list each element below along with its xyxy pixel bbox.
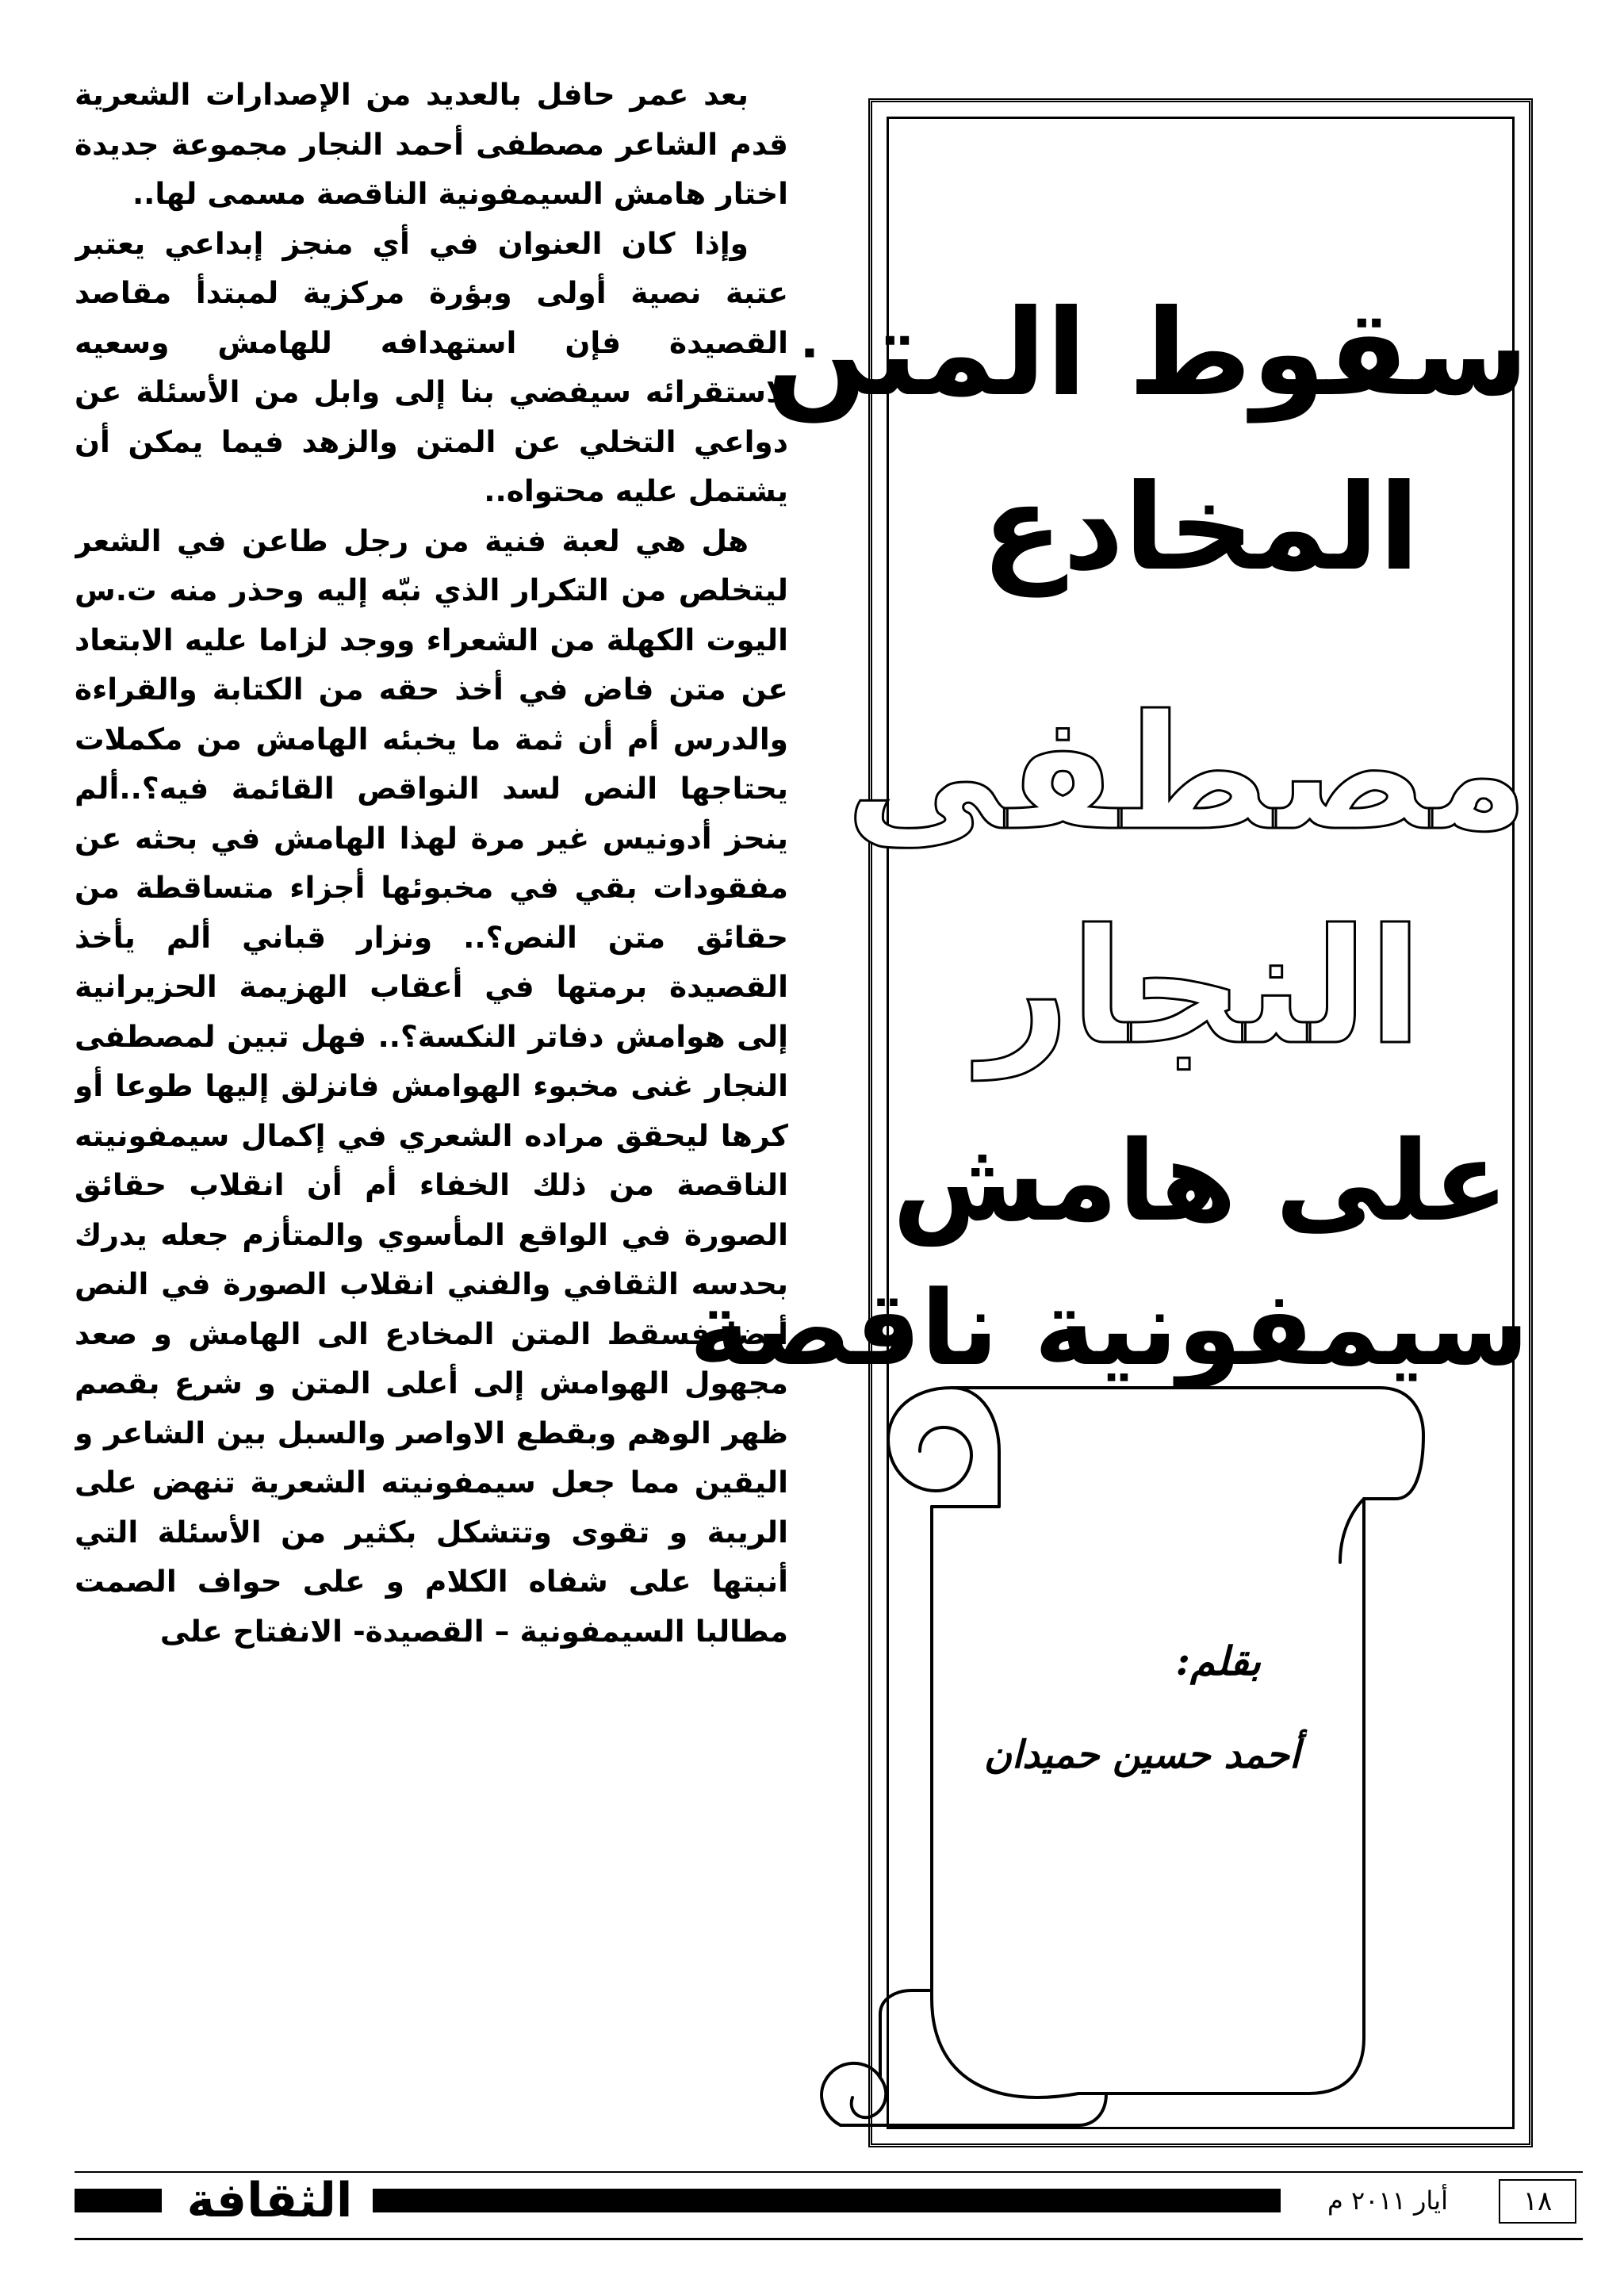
magazine-logo: الثقافة [186, 2173, 353, 2228]
title-line-2: المخادع [981, 459, 1420, 597]
article-body [75, 70, 788, 2163]
title-line-1: سقوط المتن [765, 285, 1529, 423]
footer-bar [75, 2189, 162, 2212]
footer-bar [373, 2189, 1281, 2212]
poet-last-name: النجار [979, 895, 1423, 1080]
issue-date: أيار ٢٠١١ م [1327, 2185, 1448, 2216]
page-number: ١٨ [1499, 2179, 1576, 2224]
poet-first-name: مصطفى [845, 681, 1529, 866]
footer-rule [75, 2238, 1583, 2240]
author-name: أحمد حسين حميدان [983, 1733, 1300, 1777]
title-line-6: سيمفونية ناقصة [689, 1268, 1529, 1389]
article-paragraph: بعد عمر حافل بالعديد من الإصدارات الشعرية قدم الشاعر مصطفى أحمد النجار مجموعة جديدة اختار هامش السيمفونية الناقصة مسمى لها.. [75, 77, 788, 211]
scroll-illustration [793, 1301, 1443, 2157]
article-paragraph: وإذا كان العنوان في أي منجز إبداعي يعتبر عتبة نصية أولى وبؤرة مركزية لمبتدأ مقاصد القصيدة فإن استهدافه للهامش وسعيه لاستقرائه سيفضي بنا إلى وابل من الأسئلة عن دواعي التخلي عن المتن والزهد فيما يمكن أن يشتمل عليه محتواه.. [75, 225, 788, 508]
byline-label: بقلم: [1175, 1638, 1261, 1684]
title-line-5: على هامش [892, 1117, 1509, 1247]
article-paragraph: هل هي لعبة فنية من رجل طاعن في الشعر ليتخلص من التكرار الذي نبّه إليه وحذر منه ت.س اليوت الكهلة من الشعراء ووجد لزاما عليه الابتعاد عن متن فاض في أخذ حقه من الكتابة والقراءة والدرس أم أن ثمة ما يخبئه الهامش من مكملات يحتاجها النص لسد النواقص القائمة فيه؟..ألم ينحز أدونيس غير مرة لهذا الهامش في بحثه عن مفقودات بقي في مخبوئها أجزاء متساقطة من حقائق متن النص؟.. ونزار قباني ألم يأخذ القصيدة برمتها في أعقاب الهزيمة الحزيرانية إلى هوامش دفاتر النكسة؟.. فهل تبين لمصطفى النجار غنى مخبوء الهوامش فانزلق إليها طوعا أو كرها ليحقق مراده الشعري في إكمال سيمفونيته الناقصة من ذلك الخفاء أم أن انقلاب حقائق الصورة في الواقع المأسوي والمتأزم جعله يدرك بحدسه الثقافي والفني انقلاب الصورة في النص أيضا فسقط المتن المخادع الى الهامش و صعد مجهول الهوامش إلى أعلى المتن و شرع بقصم ظهر الوهم وبقطع الاواصر والسبل بين الشاعر و اليقين مما جعل سيمفونيته الشعرية تنهض على الريبة و تقوى وتتشكل بكثير من الأسئلة التي أنبتها على شفاه الكلام و على حواف الصمت مطالبا السيمفونية – القصيدة- الانفتاح على [75, 523, 788, 1649]
